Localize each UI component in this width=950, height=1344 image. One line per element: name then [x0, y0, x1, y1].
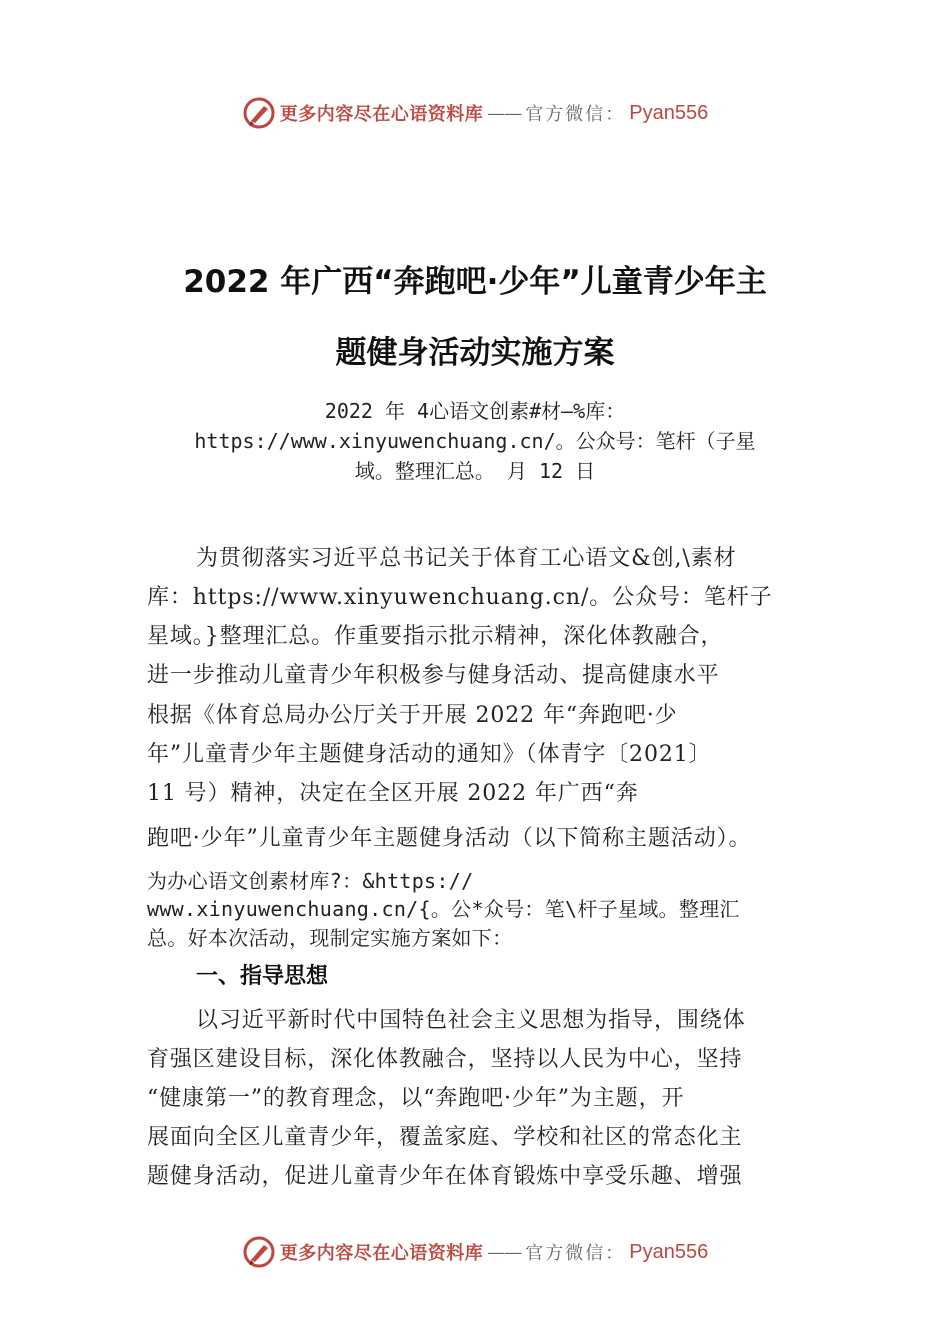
- paragraph-line: 展面向全区儿童青少年，覆盖家庭、学校和社区的常态化主: [147, 1125, 743, 1150]
- paragraph-line: 星域。}整理汇总。作重要指示批示精神，深化体教融合，: [147, 624, 724, 649]
- document-title-line-1: 2022 年广西“奔跑吧·少年”儿童青少年主: [183, 264, 767, 300]
- section-heading-guiding-ideology: 一、指导思想: [196, 964, 329, 989]
- paragraph-line: 为办心语文创素材库?：&https://: [147, 869, 474, 893]
- watermark-label: 官方微信：: [525, 104, 626, 125]
- paragraph-line: 根据《体育总局办公厅关于开展 2022 年“奔跑吧·少: [147, 703, 678, 728]
- watermark-main-text: 更多内容尽在心语资料库: [279, 1243, 484, 1264]
- header-watermark: [0, 93, 950, 133]
- document-title-line-2: 题健身活动实施方案: [335, 335, 615, 371]
- footer-watermark: [0, 1232, 950, 1272]
- paragraph-line: 年”儿童青少年主题健身活动的通知》（体青字〔2021〕: [147, 742, 712, 767]
- paragraph-line: 为贯彻落实习近平总书记关于体育工心语文&创,\素材: [196, 546, 737, 571]
- paragraph-line: 育强区建设目标，深化体教融合，坚持以人民为中心，坚持: [147, 1047, 743, 1072]
- paragraph-line: www.xinyuwenchuang.cn/{。公*众号：笔\杆子星域。整理汇: [147, 897, 740, 921]
- date-line: [140, 396, 810, 486]
- paragraph-line: 跑吧·少年”儿童青少年主题健身活动（以下简称主题活动）。: [147, 826, 752, 851]
- paragraph-line: 11 号）精神，决定在全区开展 2022 年广西“奔: [147, 781, 639, 806]
- date-line-1: 2022 年 4心语文创素#材—%库：: [324, 399, 626, 423]
- watermark-label: 官方微信：: [525, 1243, 626, 1264]
- watermark-dash: ——: [487, 1241, 522, 1263]
- watermark-wechat-id: Pyan556: [629, 1240, 709, 1263]
- watermark-main-text: 更多内容尽在心语资料库: [279, 104, 484, 125]
- paragraph-line: 题健身活动，促进儿童青少年在体育锻炼中享受乐趣、增强: [147, 1164, 743, 1189]
- paragraph-line: 进一步推动儿童青少年积极参与健身活动、提高健康水平: [147, 663, 720, 688]
- date-line-2: https://www.xinyuwenchuang.cn/。公众号：笔杆（子星: [194, 429, 756, 453]
- watermark-wechat-id: Pyan556: [629, 101, 709, 124]
- paragraph-line: “健康第一”的教育理念，以“奔跑吧·少年”为主题，开: [147, 1086, 685, 1111]
- date-line-3: 域。整理汇总。 月 12 日: [354, 459, 596, 483]
- pen-logo-icon: [242, 96, 276, 130]
- paragraph-line: 以习近平新时代中国特色社会主义思想为指导，围绕体: [196, 1008, 746, 1033]
- paragraph-line: 总。好本次活动，现制定实施方案如下：: [147, 926, 513, 950]
- watermark-dash: ——: [487, 102, 522, 124]
- pen-logo-icon: [242, 1235, 276, 1269]
- paragraph-line: 库：https://www.xinyuwenchuang.cn/。公众号：笔杆子: [147, 585, 773, 610]
